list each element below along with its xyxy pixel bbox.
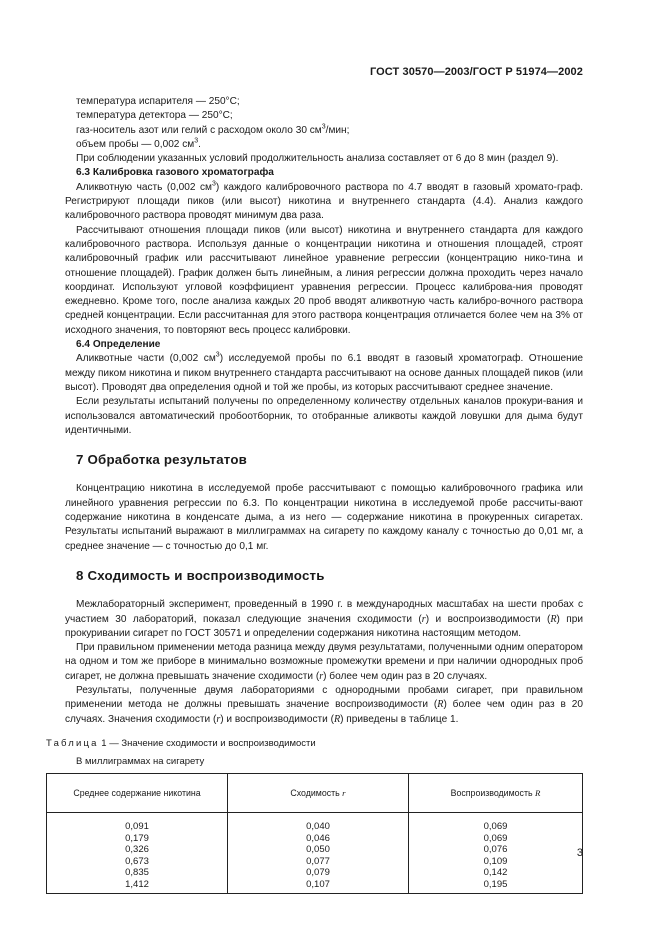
results-table xyxy=(46,773,583,893)
chromatograph-conditions xyxy=(76,95,583,166)
section-6-3-title: 6.3 Калибровка газового хроматографа xyxy=(76,167,274,179)
column-repeatability: 0,040 0,046 0,050 0,077 0,079 0,107 xyxy=(228,813,409,893)
section-6-4-paragraph-2: Если результаты испытаний получены по определенному количеству отдельных каналов прокури-вания и использовался автоматический пробоотборник, то отобранные аликвоты каждой ловушки для дыма будут идентичными. xyxy=(65,396,583,436)
document-header: ГОСТ 30570—2003/ГОСТ Р 51974—2002 xyxy=(369,66,583,78)
column-mean-nicotine: 0,091 0,179 0,326 0,673 0,835 1,412 xyxy=(47,813,228,893)
header-repeatability: Сходимость r xyxy=(228,774,409,813)
section-8-paragraph-3: Результаты, полученные двумя лабораториями с однородными пробами сигарет, при правильном применении метода не должны превышать значение воспроизводимости (R) более чем один раз в 20 случаях. Значения сходимости (r) и воспроизводимости (R) приведены в таблице 1. xyxy=(65,684,583,725)
table-unit: В миллиграммах на сигарету xyxy=(76,756,205,768)
condition-duration: При соблюдении указанных условий продолжительность анализа составляет от 6 до 8 мин (раздел 9). xyxy=(76,153,559,165)
section-8-paragraph-1: Межлабораторный эксперимент, проведенный в 1990 г. в международных масштабах на шести пробах с участием 30 лабораторий, показал следующие значения сходимости (r) и воспроизводимости (R) при прокуривании сигарет по ГОСТ 30571 и определении содержания никотина настоящим методом. xyxy=(65,599,583,639)
section-7-title: 7 Обработка результатов xyxy=(76,452,248,468)
table-caption: Таблица 1 — Значение сходимости и воспроизводимости xyxy=(46,737,316,749)
section-8-paragraph-2: При правильном применении метода разница между двумя результатами, полученными одним оператором на одном и том же приборе в минимально возможные промежутки времени и при наличии однородных проб сигарет, не должна превышать значение сходимости (r) более чем один раз в 20 случаях. xyxy=(65,642,583,682)
condition-detector: температура детектора — 250°С; xyxy=(76,110,233,122)
section-7-paragraph-1: Концентрацию никотина в исследуемой пробе рассчитывают с помощью калибровочного графика или линейного уравнения регрессии по 6.3. По концентрации никотина в исследуемой пробе рассчиты-вают содержание никотина в конденсате дыма, а из него — содержание никотина в прокуренных сигаретах. Результаты испытаний выражают в миллиграммах на сигарету по каждому каналу с точностью до 0,01 мг, а среднее значение — с точностью до 0,1 мг. xyxy=(65,483,583,552)
table-row xyxy=(47,813,583,893)
condition-sample-volume: объем пробы — 0,002 $см^3$. xyxy=(76,137,201,150)
column-reproducibility: 0,069 0,069 0,076 0,109 0,142 0,195 xyxy=(409,813,583,893)
page-number: 3 xyxy=(576,847,583,859)
table-header-row xyxy=(47,774,583,813)
document-body xyxy=(46,95,583,894)
section-6-4-paragraph-1: Аликвотные части (0,002 $см^3$) исследуемой пробы по 6.1 вводят в газовый хроматограф. Отношение между пиком никотина и пиком внутреннего стандарта рассчитывают на основе данных площадей пиков (или высот). Проводят два определения одной и той же пробы, из которых рассчитывают среднее значение. xyxy=(65,351,583,393)
section-6-3-paragraph-2: Рассчитывают отношения площади пиков (или высот) никотина и внутреннего стандарта для каждого калибровочного раствора. Используя данные о концентрации никотина и отношения площадей, строят калибровочный график или рассчитывают линейное уравнение регрессии (концентрацию нико-тина и отношение площадей). График должен быть линейным, а линия регрессии должна проходить через начало координат. Используют угловой коэффициент уравнения регрессии. Процесс калиброва-ния проводят ежедневно. Кроме того, после анализа каждых 20 проб вводят аликвотную часть калибро-вочного раствора средней концентрации. Если рассчитанная для этого раствора концентрация отличается более чем на 3% от исходного значения, то повторяют весь процесс калибровки. xyxy=(65,224,583,336)
section-8-title: 8 Сходимость и воспроизводимость xyxy=(76,567,325,583)
section-6-4-title: 6.4 Определение xyxy=(76,339,161,351)
header-reproducibility: Воспроизводимость R xyxy=(409,774,583,813)
header-mean-nicotine: Среднее содержание никотина xyxy=(47,774,228,813)
section-6-3-paragraph-1: Аликвотную часть (0,002 $см^3$) каждого калибровочного раствора по 4.7 вводят в газовый хромато-граф. Регистрируют площади пиков (или высот) никотина и внутреннего стандарта (4.4). Анализ каждого калибровочного раствора проводят минимум два раза. xyxy=(65,180,583,222)
section-6-4 xyxy=(65,338,583,438)
section-6-3 xyxy=(65,166,583,338)
condition-evaporator: температура испарителя — 250°С; xyxy=(76,96,240,107)
condition-carrier-gas: газ-носитель азот или гелий с расходом около 30 $см^3$/мин; xyxy=(76,123,350,136)
